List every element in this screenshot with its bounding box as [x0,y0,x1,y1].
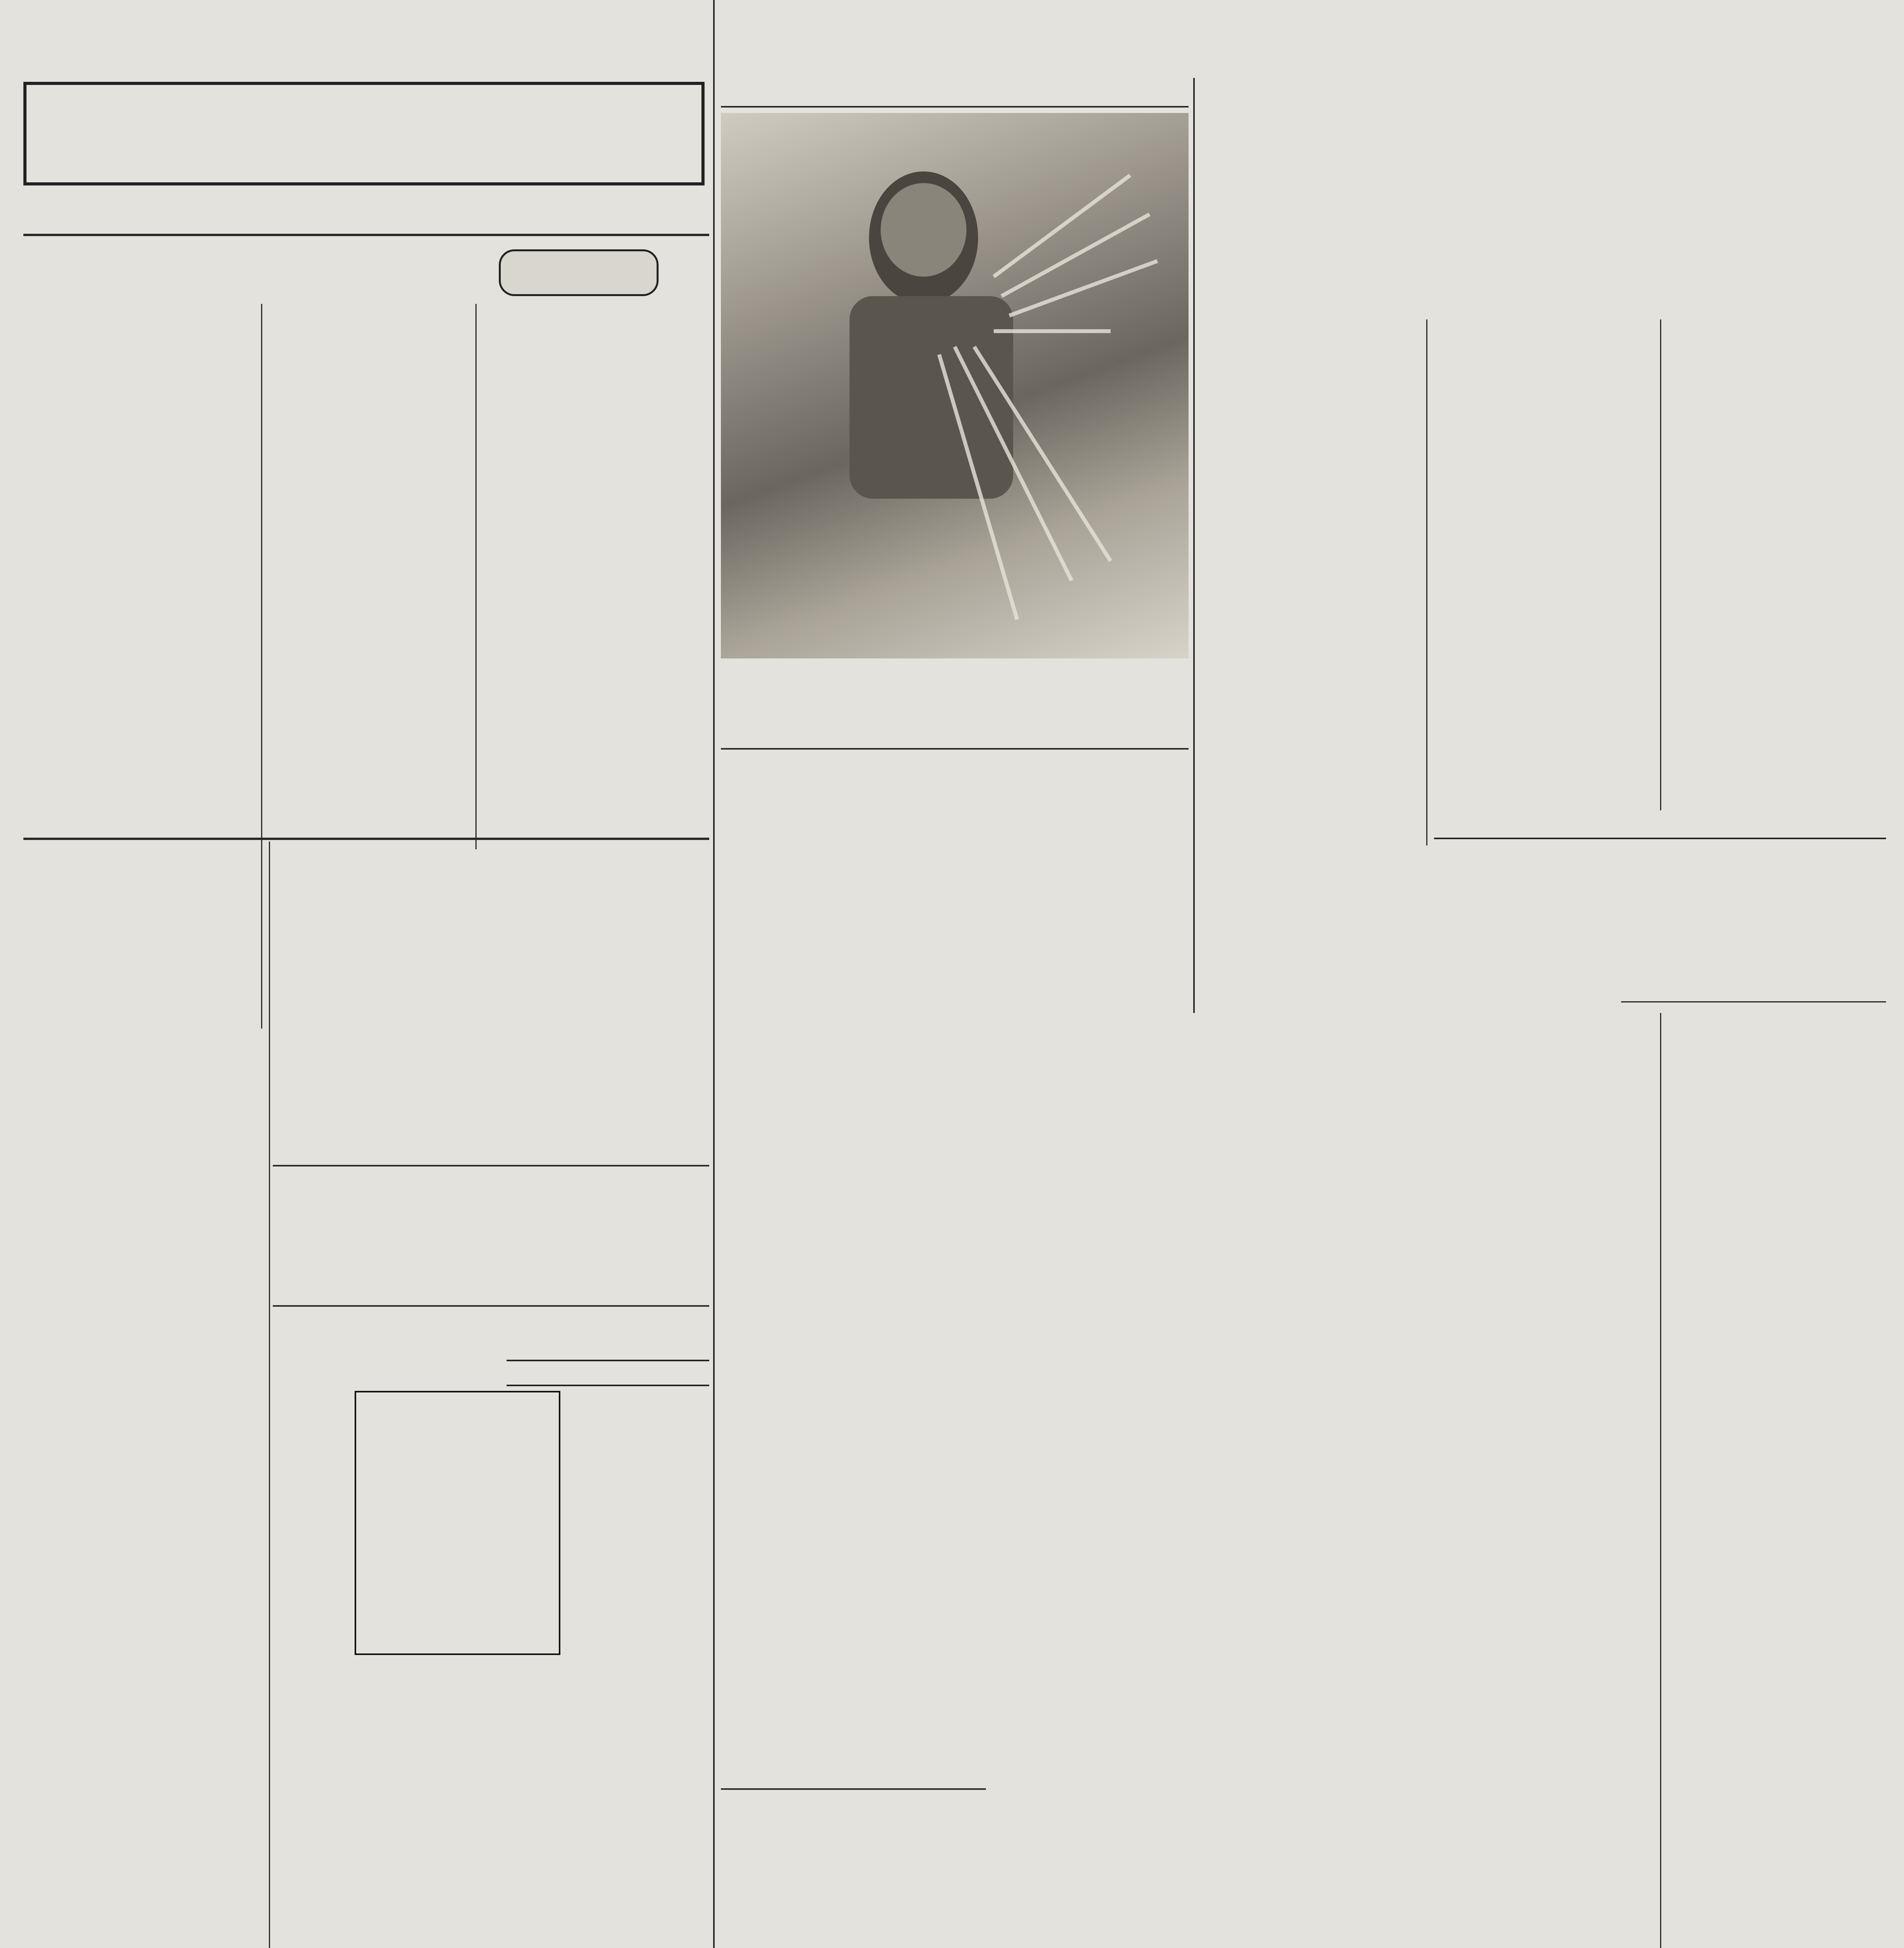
publisher-line-1 [27,199,698,214]
history-body-col1 [1434,1013,1652,1477]
novel-title [1200,86,1886,214]
army-radio-rule [273,1165,709,1166]
czech-photo-caption [725,666,1185,744]
vatican-deck [733,869,1177,931]
col-rule-n1 [1426,319,1427,845]
crossword-horizontal-heading [281,1667,436,1687]
crossword-number [296,1352,514,1371]
radio-date [397,877,592,896]
crossword-vertical-heading [281,1808,436,1827]
col-rule-n2 [1660,319,1661,810]
marriage-heading [721,1792,986,1819]
col-rule-2 [475,304,477,849]
publisher-line-2 [27,215,698,231]
radio-programme [281,904,701,1161]
peiraias-heading [35,1847,191,1866]
theamata-heading [23,843,257,875]
vatican-body-lower [725,1364,1185,1780]
crossword-title [296,1317,514,1352]
novel-body-col2 [1434,319,1652,845]
theatre-world-heading [507,1360,709,1386]
masthead-rule [23,234,709,236]
crossword-rule [273,1305,709,1307]
czech-kicker [721,78,1189,105]
marriage-rule [721,1788,986,1790]
marriage-text [725,1827,982,1948]
cinema-heading [35,1103,269,1126]
peiraias-list [27,1870,265,1948]
czech-kicker-rule [721,106,1189,108]
theamata-rule [23,838,709,840]
novel-subtitle-2 [1200,257,1894,300]
history-body-col2 [1668,1013,1886,1948]
col-rule-center [1193,78,1195,1013]
pennies-text-col3 [483,304,698,849]
pennies-badge [499,249,659,296]
novel-subtitle-1 [1200,218,1894,253]
crossword-row-numbers [335,1391,355,1656]
masthead-title [31,86,694,175]
army-radio-text [296,1219,686,1301]
army-radio-heading-2 [281,1188,701,1208]
col-rule-theamata [269,842,270,1948]
history-subhead [1621,978,1886,1002]
history-deck-1 [1434,892,1886,931]
vatican-rule [721,748,1189,750]
theatre-list [27,880,265,1099]
col-rule-left-border [713,0,715,1948]
novel-body-col1 [1200,362,1418,845]
vatican-headline-1 [721,756,1189,810]
theatre-world-text [522,1395,709,1948]
history-headline [1434,842,1894,892]
novel-body-col3 [1668,319,1886,810]
czech-harvest-photo [721,113,1189,658]
army-radio-heading-1 [281,1169,701,1188]
history-kicker [1434,818,1886,839]
cinema-list [27,1130,265,1843]
novel-part [1200,339,1418,358]
radio-heading [273,843,491,875]
history-deck-2 [1434,931,1886,970]
vatican-headline-2 [721,810,1189,865]
pennies-heading [97,242,448,273]
col-rule-h1 [1660,1013,1661,1948]
czech-photo-illustration [721,113,1189,658]
vatican-byline [725,939,1185,958]
masthead [23,82,701,191]
novel-installment [1200,312,1418,339]
vatican-body [725,966,1185,1356]
